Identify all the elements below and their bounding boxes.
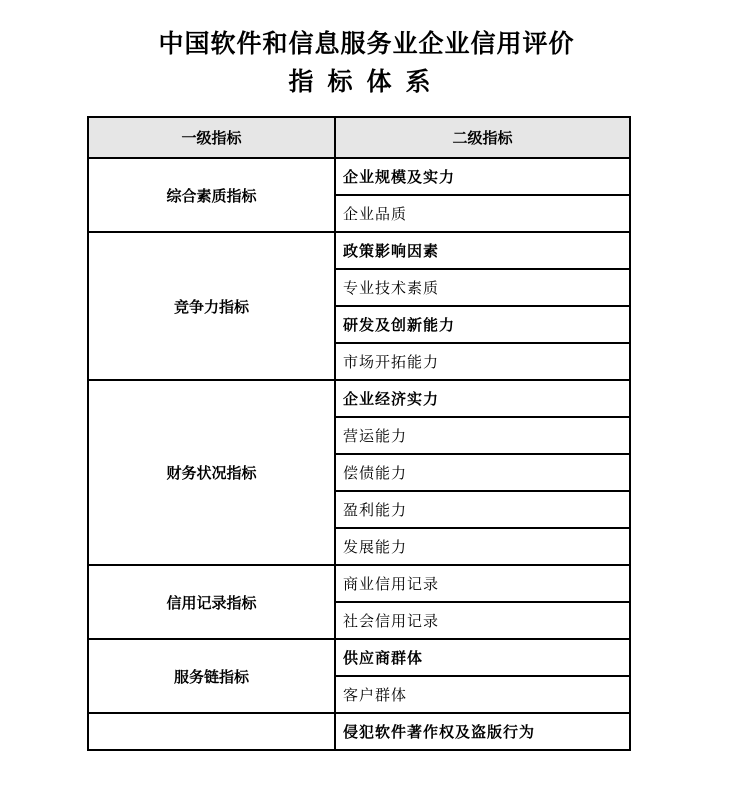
level2-cell: 研发及创新能力 <box>335 306 630 343</box>
level1-cell: 信用记录指标 <box>88 565 335 639</box>
header-level2: 二级指标 <box>335 117 630 158</box>
table-row <box>88 232 630 269</box>
level2-cell: 市场开拓能力 <box>335 343 630 380</box>
level2-cell: 供应商群体 <box>335 639 630 676</box>
level2-cell: 盈利能力 <box>335 491 630 528</box>
level2-cell: 企业规模及实力 <box>335 158 630 195</box>
table-row <box>88 639 630 676</box>
level2-cell: 发展能力 <box>335 528 630 565</box>
level2-cell: 企业品质 <box>335 195 630 232</box>
table-row <box>88 380 630 417</box>
table-row <box>88 158 630 195</box>
level2-cell: 营运能力 <box>335 417 630 454</box>
header-level1: 一级指标 <box>88 117 335 158</box>
title-line-2: 指标体系 <box>288 67 445 96</box>
document-title <box>0 26 733 100</box>
level2-cell: 侵犯软件著作权及盗版行为 <box>335 713 630 750</box>
title-line-1: 中国软件和信息服务业企业信用评价 <box>158 29 575 58</box>
table-header-row <box>88 117 630 158</box>
table-row <box>88 713 630 750</box>
level2-cell: 社会信用记录 <box>335 602 630 639</box>
level2-cell: 企业经济实力 <box>335 380 630 417</box>
level1-cell: 竞争力指标 <box>88 232 335 380</box>
table-row <box>88 565 630 602</box>
level1-cell: 服务链指标 <box>88 639 335 713</box>
indicator-table <box>87 116 631 751</box>
level2-cell: 政策影响因素 <box>335 232 630 269</box>
level2-cell: 专业技术素质 <box>335 269 630 306</box>
level2-cell: 客户群体 <box>335 676 630 713</box>
level1-cell: 综合素质指标 <box>88 158 335 232</box>
level1-cell: 财务状况指标 <box>88 380 335 565</box>
level2-cell: 偿债能力 <box>335 454 630 491</box>
level2-cell: 商业信用记录 <box>335 565 630 602</box>
level1-cell <box>88 713 335 750</box>
